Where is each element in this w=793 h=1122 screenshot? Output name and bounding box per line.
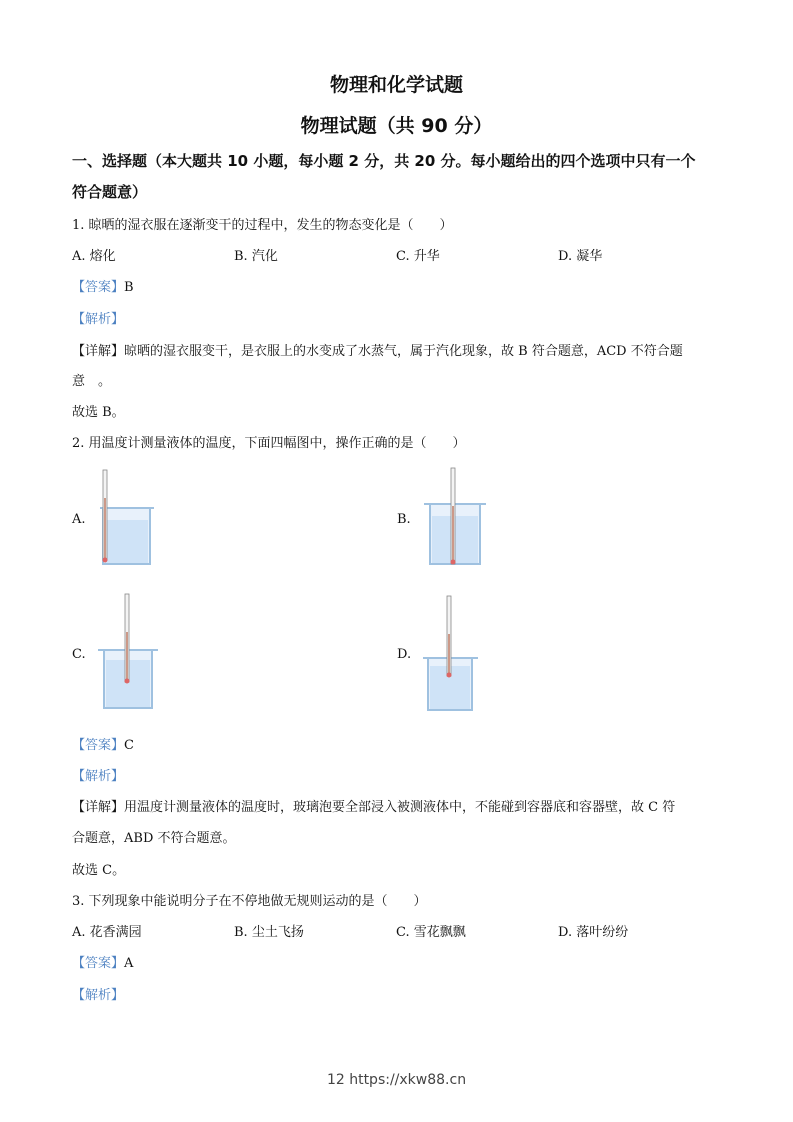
- section-heading-line2: 符合题意）: [72, 183, 148, 201]
- q1-option-c: C. 升华: [396, 249, 440, 264]
- q3-option-d: D. 落叶纷纷: [558, 925, 629, 940]
- answer-tag: 【答案】: [72, 280, 125, 295]
- q2-figure-label-a: A.: [72, 512, 86, 527]
- detail-tag: 【详解】: [72, 800, 125, 815]
- q2-figure-a-beaker-thermometer: [98, 468, 158, 568]
- q2-detail-line1: [72, 796, 675, 815]
- answer-value: C: [124, 738, 134, 753]
- q2-detail-line2: 合题意，ABD 不符合题意。: [72, 831, 236, 846]
- q3-option-b: B. 尘土飞扬: [234, 925, 304, 940]
- q2-figure-d-beaker-thermometer: [422, 594, 480, 714]
- q1-option-d: D. 凝华: [558, 249, 603, 264]
- q2-stem: 2. 用温度计测量液体的温度，下面四幅图中，操作正确的是（ ）: [72, 436, 466, 451]
- answer-value: A: [124, 956, 134, 971]
- q1-detail-line2: 意 。: [72, 374, 112, 389]
- section-heading-line1: 一、选择题（本大题共 10 小题，每小题 2 分，共 20 分。每小题给出的四个选项中只有一个: [72, 152, 696, 170]
- q2-figure-label-d: D.: [397, 647, 412, 662]
- detail-tag: 【详解】: [72, 344, 125, 359]
- page-footer: 12 https://xkw88.cn: [326, 1072, 467, 1088]
- answer-tag: 【答案】: [72, 956, 125, 971]
- page-subtitle: 物理试题（共 90 分）: [300, 115, 493, 137]
- q2-figure-c-beaker-thermometer: [96, 592, 160, 712]
- q3-analysis-tag: 【解析】: [72, 988, 125, 1003]
- q2-figure-label-c: C.: [72, 647, 86, 662]
- q2-figure-label-b: B.: [397, 512, 411, 527]
- q1-option-b: B. 汽化: [234, 249, 278, 264]
- detail-text: 晾晒的湿衣服变干，是衣服上的水变成了水蒸气，属于汽化现象，故 B 符合题意，ACD 不符合题: [124, 344, 683, 359]
- q1-answer: [72, 276, 134, 295]
- answer-value: B: [124, 280, 134, 295]
- answer-tag: 【答案】: [72, 738, 125, 753]
- q3-answer: [72, 952, 133, 971]
- q1-conclusion: 故选 B。: [72, 405, 125, 420]
- q3-option-a: A. 花香满园: [72, 925, 142, 940]
- q1-detail-line1: [72, 340, 683, 359]
- detail-text: 用温度计测量液体的温度时，玻璃泡要全部浸入被测液体中，不能碰到容器底和容器壁，故 C 符: [124, 800, 676, 815]
- page-title: 物理和化学试题: [329, 74, 463, 96]
- q3-option-c: C. 雪花飘飘: [396, 925, 466, 940]
- q2-answer: [72, 734, 134, 753]
- q3-stem: 3. 下列现象中能说明分子在不停地做无规则运动的是（ ）: [72, 894, 427, 909]
- q2-conclusion: 故选 C。: [72, 863, 126, 878]
- q1-stem: 1. 晾晒的湿衣服在逐渐变干的过程中，发生的物态变化是（ ）: [72, 218, 453, 233]
- q2-figure-b-beaker-thermometer: [422, 466, 488, 570]
- q1-analysis-tag: 【解析】: [72, 312, 125, 327]
- q1-option-a: A. 熔化: [72, 249, 116, 264]
- q2-analysis-tag: 【解析】: [72, 769, 125, 784]
